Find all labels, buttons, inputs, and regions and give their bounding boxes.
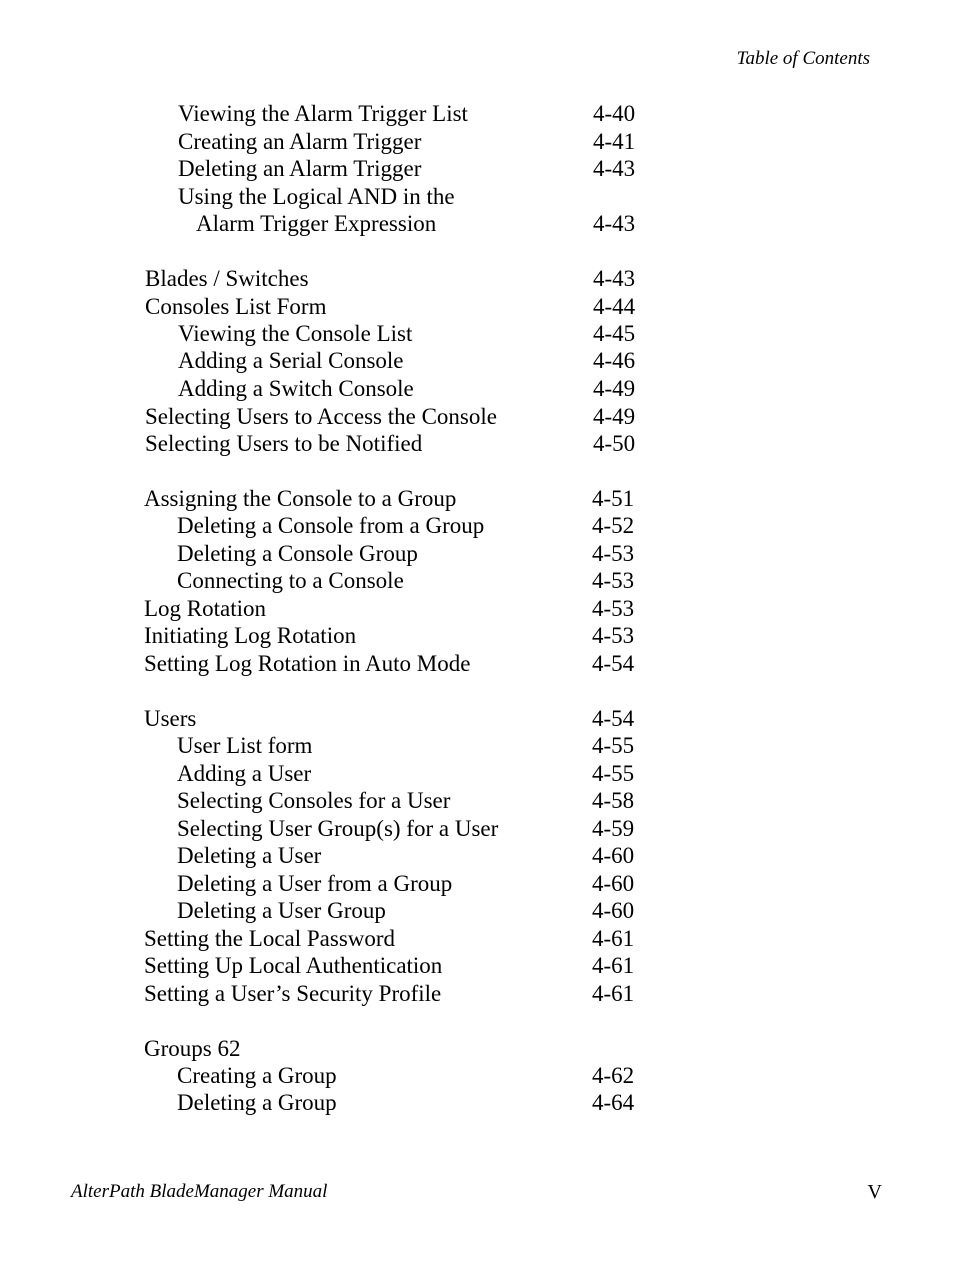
toc-entry-page: 4-44 [593,294,636,319]
toc-entry-page: 4-52 [592,513,635,538]
toc-entry-page: 4-60 [592,843,635,868]
toc-entry-page: 4-54 [592,706,635,731]
toc-entry-page: 4-53 [592,623,635,648]
toc-entry-page: 4-49 [593,404,636,429]
toc-entry-page: 4-53 [592,596,635,621]
toc-entry-title: Blades / Switches [145,266,309,291]
footer-page-number: V [867,1181,882,1203]
toc-entry-title: Initiating Log Rotation [144,623,357,648]
toc-entry-title: Deleting a Console Group [177,541,418,566]
toc-entry-page: 4-40 [593,101,636,126]
toc-entry-page: 4-60 [592,871,635,896]
toc-entry-page: 4-58 [592,788,635,813]
toc-entry-page: 4-51 [592,486,635,511]
toc-entry-title: Adding a Switch Console [178,376,414,401]
toc-entry-title: Setting the Local Password [144,926,396,951]
toc-entry-page: 4-43 [593,266,636,291]
toc-entry-page: 4-55 [592,761,635,786]
toc-entry-title: Consoles List Form [145,294,327,319]
toc-entry-title: Deleting a User Group [177,898,386,923]
toc-entry-page: 4-46 [593,348,636,373]
toc-entry-page: 4-54 [592,651,635,676]
toc-entry-title: Deleting a User [177,843,322,868]
toc-entry-title: User List form [177,733,313,758]
toc-entry-title: Selecting Consoles for a User [177,788,451,813]
toc-entry-title: Selecting Users to be Notified [145,431,423,456]
toc-entry-title: Setting Up Local Authentication [144,953,443,978]
toc-entry-page: 4-50 [593,431,636,456]
toc-entry-page: 4-60 [592,898,635,923]
toc-entry-title: Deleting a User from a Group [177,871,453,896]
toc-entry-page: 4-61 [592,953,635,978]
toc-entry-title: Deleting an Alarm Trigger [178,156,422,181]
toc-entry-title: Using the Logical AND in the [178,184,455,209]
toc-entry-page: 4-53 [592,541,635,566]
toc-entry-title: Setting a User’s Security Profile [144,981,442,1006]
toc-entry-title: Groups 62 [144,1036,241,1061]
toc-entry-page: 4-53 [592,568,635,593]
toc-entry-page: 4-59 [592,816,635,841]
toc-entry-page: 4-61 [592,981,635,1006]
toc-entry-title: Viewing the Console List [178,321,413,346]
toc-entry-title: Log Rotation [144,596,267,621]
toc-entry-title: Selecting User Group(s) for a User [177,816,499,841]
toc-entry-title: Adding a Serial Console [178,348,404,373]
toc-entry-title: Connecting to a Console [177,568,404,593]
toc-entry-title: Deleting a Console from a Group [177,513,485,538]
toc-entry-page: 4-45 [593,321,636,346]
toc-entry-page: 4-41 [593,129,636,154]
toc-entry-title: Deleting a Group [177,1090,337,1115]
toc-entry-title: Assigning the Console to a Group [144,486,457,511]
toc-entry-page: 4-43 [593,156,636,181]
toc-entry-page: 4-64 [592,1090,635,1115]
toc-entry-title: Users [144,706,197,731]
toc-entry-title: Creating a Group [177,1063,337,1088]
running-header: Table of Contents [736,48,870,69]
toc-entry-page: 4-49 [593,376,636,401]
toc-entry-page: 4-62 [592,1063,635,1088]
toc-entry-title: Adding a User [177,761,312,786]
toc-entry-page: 4-55 [592,733,635,758]
toc-entry-title: Creating an Alarm Trigger [178,129,422,154]
toc-entry-title: Setting Log Rotation in Auto Mode [144,651,471,676]
footer-manual-title: AlterPath BladeManager Manual [71,1181,328,1202]
toc-entry-page: 4-61 [592,926,635,951]
toc-entry-title: Alarm Trigger Expression [196,211,437,236]
toc-entry-title: Viewing the Alarm Trigger List [178,101,468,126]
toc-entry-page: 4-43 [593,211,636,236]
toc-entry-title: Selecting Users to Access the Console [145,404,497,429]
